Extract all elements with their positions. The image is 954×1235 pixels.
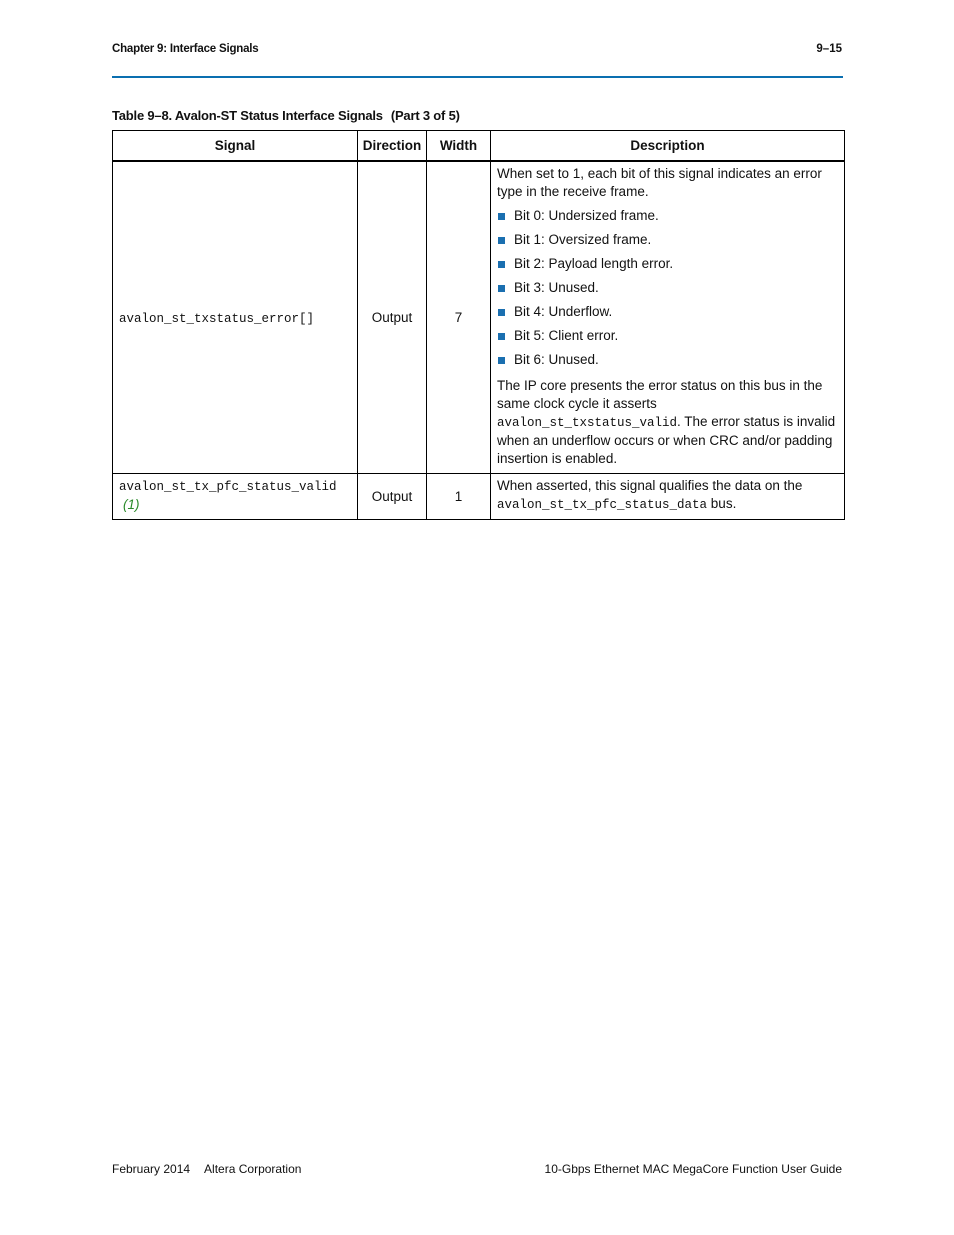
list-item <box>497 301 838 325</box>
list-item <box>497 349 838 373</box>
list-item <box>497 325 838 349</box>
col-header-description: Description <box>491 131 845 162</box>
description-cell <box>491 161 845 474</box>
signal-name: avalon_st_tx_pfc_status_valid <box>119 480 337 494</box>
square-bullet-icon <box>498 213 505 220</box>
col-header-width: Width <box>427 131 491 162</box>
note-reference[interactable]: (1) <box>123 497 140 512</box>
square-bullet-icon <box>498 357 505 364</box>
bit-label: Bit 5: Client error. <box>514 328 619 343</box>
signal-name: avalon_st_txstatus_error[] <box>119 311 315 326</box>
bit-label: Bit 3: Unused. <box>514 280 599 295</box>
direction-cell: Output <box>358 474 427 520</box>
header-rule <box>112 76 843 78</box>
footer-company: Altera Corporation <box>204 1162 302 1176</box>
description-intro: When set to 1, each bit of this signal indicates an error type in the receive frame. <box>497 166 822 199</box>
width-cell: 7 <box>427 161 491 474</box>
bit-label: Bit 2: Payload length error. <box>514 256 674 271</box>
chapter-header: Chapter 9: Interface Signals <box>112 43 259 55</box>
signals-table <box>112 130 845 520</box>
table-row <box>113 161 845 474</box>
bit-label: Bit 6: Unused. <box>514 352 599 367</box>
signal-cell <box>113 474 358 520</box>
direction-cell: Output <box>358 161 427 474</box>
square-bullet-icon <box>498 309 505 316</box>
square-bullet-icon <box>498 285 505 292</box>
bit-label: Bit 0: Undersized frame. <box>514 208 659 223</box>
bit-list <box>497 205 838 373</box>
page-number: 9–15 <box>816 43 842 55</box>
list-item <box>497 205 838 229</box>
outro-code: avalon_st_txstatus_valid <box>497 416 678 430</box>
table-title-text: Table 9–8. Avalon-ST Status Interface Signals <box>112 108 383 123</box>
table-part: (Part 3 of 5) <box>390 108 460 123</box>
footer-date: February 2014 <box>112 1162 191 1176</box>
description-text: When asserted, this signal qualifies the data on the <box>497 478 803 493</box>
footer-left <box>112 1162 301 1176</box>
list-item <box>497 277 838 301</box>
bit-label: Bit 4: Underflow. <box>514 304 613 319</box>
square-bullet-icon <box>498 237 505 244</box>
description-outro <box>497 377 838 468</box>
description-code: avalon_st_tx_pfc_status_data <box>497 498 708 512</box>
table-title <box>112 108 460 123</box>
col-header-signal: Signal <box>113 131 358 162</box>
bit-label: Bit 1: Oversized frame. <box>514 232 652 247</box>
table-header-row <box>113 131 845 162</box>
square-bullet-icon <box>498 261 505 268</box>
col-header-direction: Direction <box>358 131 427 162</box>
outro-text-end: . The error status is invalid when an underflow occurs or when CRC and/or padding insertion is enabled. <box>497 414 836 466</box>
outro-text: The IP core presents the error status on this bus in the same clock cycle it asserts <box>497 378 823 411</box>
description-cell <box>491 474 845 520</box>
width-cell: 1 <box>427 474 491 520</box>
list-item <box>497 229 838 253</box>
description-text-end: bus. <box>707 496 737 511</box>
list-item <box>497 253 838 277</box>
table-row <box>113 474 845 520</box>
square-bullet-icon <box>498 333 505 340</box>
footer-guide-title: 10-Gbps Ethernet MAC MegaCore Function User Guide <box>544 1162 842 1176</box>
note-reference-link[interactable] <box>119 496 351 514</box>
signal-cell <box>113 161 358 474</box>
